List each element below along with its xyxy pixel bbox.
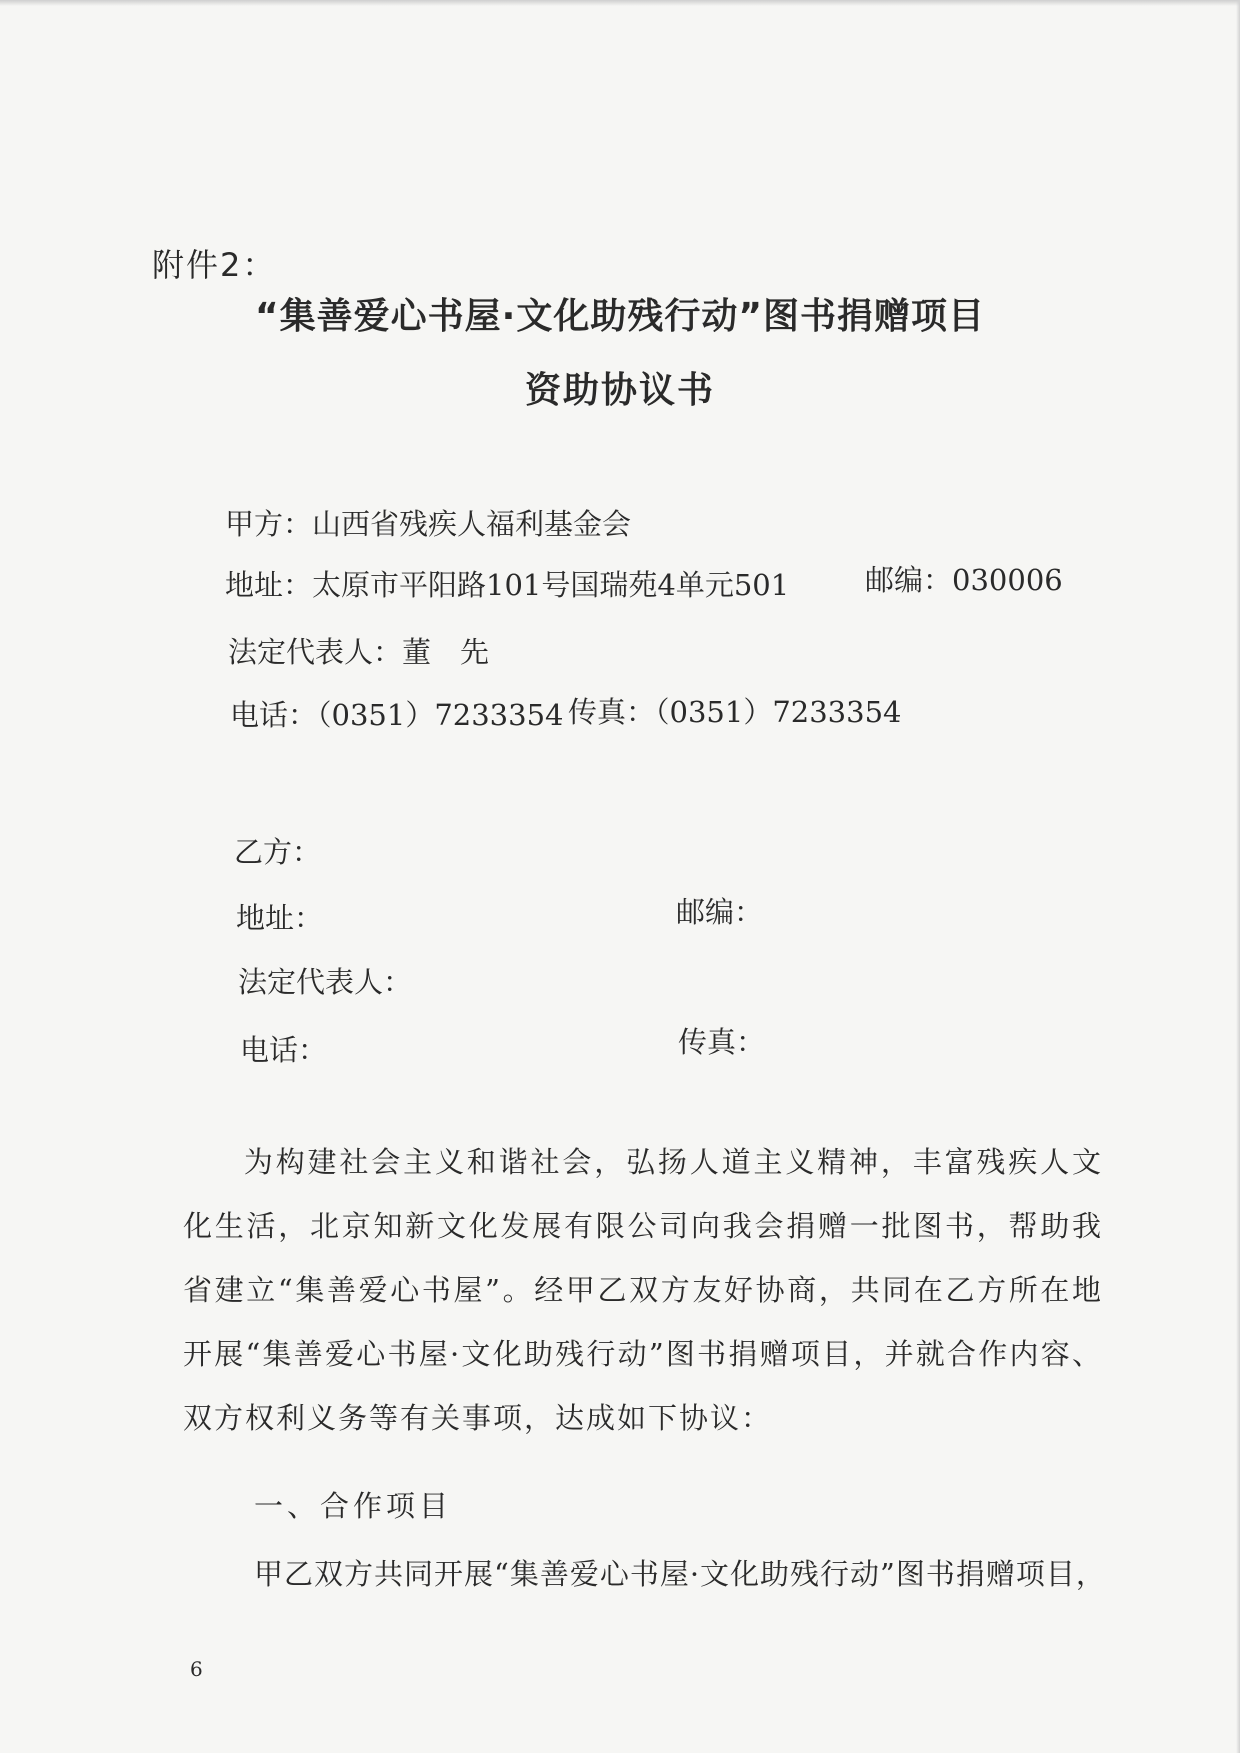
party-b-rep-label: 法定代表人：: [238, 965, 413, 999]
party-a-rep-line: [228, 630, 489, 671]
scan-edge-top: [0, 0, 1240, 6]
party-b-postcode-label: 邮编：: [676, 895, 764, 929]
section-1-heading: 一、合作项目: [254, 1489, 453, 1523]
party-b-fax-label: 传真：: [678, 1025, 766, 1059]
scan-edge-right: [1236, 0, 1240, 1753]
party-a-fax-line: [568, 690, 901, 731]
attachment-label: 附件2：: [152, 246, 277, 284]
party-a-name-line: [225, 502, 631, 543]
page-number: 6: [190, 1657, 203, 1681]
party-a-address-value: 太原市平阳路101号国瑞苑4单元501: [312, 568, 790, 602]
party-a-postcode-line: [865, 558, 1063, 599]
party-a-phone-label: 电话：: [230, 698, 318, 732]
party-a-rep-label: 法定代表人：: [228, 635, 403, 669]
intro-paragraph: [183, 1130, 1103, 1450]
party-a-fax-value: （0351）7233354: [655, 695, 902, 729]
section-1-first-line: 甲乙双方共同开展“集善爱心书屋·文化助残行动”图书捐赠项目，: [254, 1557, 1106, 1591]
party-a-address-line: [225, 563, 789, 604]
party-a-name-value: 山西省残疾人福利基金会: [312, 507, 632, 541]
party-a-name-label: 甲方：: [225, 507, 313, 541]
party-b-name-label: 乙方：: [234, 835, 322, 869]
party-a-address-label: 地址：: [225, 568, 313, 602]
party-a-postcode-label: 邮编：: [865, 563, 953, 597]
intro-paragraph-text: 为构建社会主义和谐社会，弘扬人道主义精神，丰富残疾人文化生活，北京知新文化发展有限公司向我会捐赠一批图书，帮助我省建立“集善爱心书屋”。经甲乙双方友好协商，共同在乙方所在地开展“集善爱心书屋·文化助残行动”图书捐赠项目，并就合作内容、双方权利义务等有关事项，达成如下协议：: [183, 1145, 1103, 1435]
party-a-postcode-value: 030006: [952, 563, 1063, 597]
party-a-fax-label: 传真：: [568, 695, 656, 729]
party-b-address-label: 地址：: [236, 901, 324, 935]
document-subtitle: 资助协议书: [524, 370, 715, 411]
party-a-phone-value: （0351）7233354: [317, 698, 564, 732]
party-a-phone-line: [230, 693, 563, 734]
party-b-phone-label: 电话：: [240, 1033, 328, 1067]
party-a-rep-value: 董 先: [402, 635, 490, 669]
document-title: “集善爱心书屋·文化助残行动”图书捐赠项目: [255, 296, 985, 337]
